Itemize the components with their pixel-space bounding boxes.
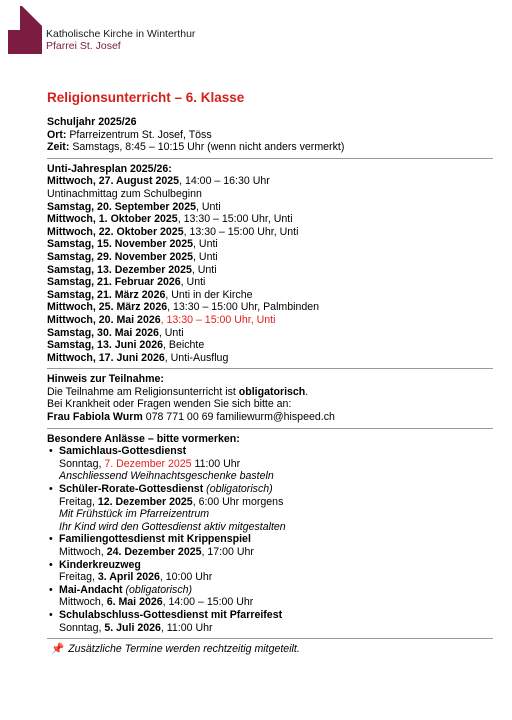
event-when [59, 596, 493, 609]
plan-row [47, 289, 493, 302]
plan-detail-highlighted: , 13:30 – 15:00 Uhr, Unti [160, 313, 276, 326]
plan-date: Samstag, 29. November 2025 [47, 250, 194, 263]
event-day: Freitag, [59, 571, 98, 584]
year-plan-section [47, 163, 493, 365]
event-time: , 17:00 Uhr [201, 546, 254, 558]
event-title-line [59, 483, 493, 496]
event-title-line [59, 584, 493, 597]
divider [47, 638, 493, 639]
participation-text [47, 386, 493, 399]
event-item [59, 609, 493, 634]
document-body [47, 90, 493, 656]
event-date: 12. Dezember 2025 [97, 495, 193, 508]
event-tag: (obligatorisch) [122, 583, 193, 596]
event-time: , 14:00 – 15:00 Uhr [162, 596, 254, 609]
plan-row [47, 201, 493, 214]
plan-date: Samstag, 13. Dezember 2025 [47, 263, 192, 276]
event-title: • Kinderkreuzweg [59, 558, 141, 571]
plan-detail: , Unti [191, 263, 217, 276]
divider [47, 428, 493, 429]
event-date-highlighted: 7. Dezember 2025 [104, 457, 192, 470]
plan-detail: , 13:30 – 15:00 Uhr, Palmbinden [167, 301, 320, 314]
events-heading: Besondere Anlässe – bitte vormerken: [47, 432, 240, 445]
plan-row [47, 175, 493, 188]
place-label: Ort: [47, 128, 67, 141]
plan-row [47, 352, 493, 365]
plan-date: Samstag, 15. November 2025 [47, 238, 194, 251]
event-item [59, 445, 493, 483]
event-time: , 11:00 Uhr [160, 621, 213, 634]
plan-date: Mittwoch, 17. Juni 2026 [47, 351, 165, 364]
page-title: Religionsunterricht – 6. Klasse [47, 90, 245, 105]
event-date: 24. Dezember 2025 [106, 546, 202, 558]
plan-date: Mittwoch, 22. Oktober 2025 [47, 225, 184, 238]
divider [47, 368, 493, 369]
event-day: Mittwoch, [59, 596, 107, 609]
event-day: Mittwoch, [59, 546, 107, 558]
event-title: • Schulabschluss-Gottesdienst mit Pfarreifest [59, 608, 283, 621]
school-year-section [47, 116, 493, 154]
plan-detail: , 13:30 – 15:00 Uhr, Unti [177, 213, 293, 226]
plan-row [47, 301, 493, 314]
event-note: Anschliessend Weihnachtsgeschenke basteln [59, 470, 274, 483]
plan-row [47, 213, 493, 226]
event-date: 6. Mai 2026 [106, 596, 163, 609]
events-section [47, 433, 493, 635]
contact-name: Frau Fabiola Wurm [47, 411, 143, 424]
plan-date: Samstag, 30. Mai 2026 [47, 326, 159, 339]
place-value: Pfarreizentrum St. Josef, Töss [66, 128, 212, 141]
time-label: Zeit: [47, 141, 70, 154]
plan-detail: , Unti [180, 276, 206, 289]
event-time: , 10:00 Uhr [159, 571, 213, 584]
time-value: Samstags, 8:45 – 10:15 Uhr (wenn nicht anders vermerkt) [69, 141, 345, 154]
event-day: Sonntag, [59, 621, 105, 634]
plan-detail: , Unti [193, 250, 218, 263]
plan-detail: , Unti-Ausflug [164, 351, 229, 364]
participation-section [47, 373, 493, 423]
plan-row-subtitle: Untinachmittag zum Schulbeginn [47, 187, 202, 200]
org-line-2: Pfarrei St. Josef [46, 39, 121, 52]
plan-date: Mittwoch, 25. März 2026 [47, 301, 168, 314]
plan-detail: , Beichte [163, 339, 205, 352]
event-note: Ihr Kind wird den Gottesdienst aktiv mitgestalten [59, 520, 286, 533]
event-date: 5. Juli 2026 [104, 621, 161, 634]
contact-details: 078 771 00 69 familiewurm@hispeed.ch [142, 411, 335, 424]
event-item [59, 533, 493, 558]
event-time: 11:00 Uhr [191, 457, 241, 470]
event-day: Sonntag, [59, 457, 105, 470]
event-when [59, 458, 493, 471]
event-date: 3. April 2026 [97, 571, 160, 584]
organization-name [46, 29, 195, 52]
plan-heading: Unti-Jahresplan 2025/26: [47, 162, 172, 175]
parish-logo [8, 6, 42, 54]
plan-detail: , Unti [193, 238, 218, 251]
event-when [59, 571, 493, 584]
obligatory-emphasis: obligatorisch [238, 385, 306, 398]
footer-text: Zusätzliche Termine werden rechtzeitig mitgeteilt. [68, 643, 300, 656]
footer-note [47, 643, 493, 656]
plan-date: Samstag, 21. Februar 2026 [47, 276, 181, 289]
event-tag: (obligatorisch) [203, 483, 273, 496]
participation-text-end: . [305, 385, 309, 398]
event-item [59, 483, 493, 533]
plan-row [47, 238, 493, 251]
event-title: • Samichlaus-Gottesdienst [59, 445, 187, 458]
plan-date: Samstag, 20. September 2025 [47, 200, 196, 213]
time-line [47, 141, 493, 154]
plan-detail: , 14:00 – 16:30 Uhr [179, 175, 270, 188]
events-list [47, 445, 493, 634]
place-line [47, 129, 493, 142]
contact-line [47, 411, 493, 424]
participation-heading: Hinweis zur Teilnahme: [47, 373, 164, 386]
divider [47, 158, 493, 159]
plan-row [47, 314, 493, 327]
plan-date: Mittwoch, 20. Mai 2026 [47, 313, 161, 326]
plan-detail: , Unti in der Kirche [165, 288, 253, 301]
plan-row [47, 276, 493, 289]
plan-row [47, 264, 493, 277]
pin-icon: 📌 [51, 643, 65, 656]
event-time: , 6:00 Uhr morgens [192, 495, 284, 508]
event-title: Schüler-Rorate-Gottesdienst [59, 483, 204, 496]
plan-detail: , Unti [195, 200, 221, 213]
event-item [59, 584, 493, 609]
event-title: Mai-Andacht [59, 583, 123, 596]
plan-detail: , 13:30 – 15:00 Uhr, Unti [183, 225, 299, 238]
participation-text-part: Die Teilnahme am Religionsunterricht ist [47, 385, 239, 398]
plan-date: Samstag, 21. März 2026 [47, 288, 166, 301]
school-year-heading: Schuljahr 2025/26 [47, 116, 137, 128]
plan-date: Mittwoch, 27. August 2025 [47, 175, 180, 188]
event-day: Freitag, [59, 495, 98, 508]
event-title: • Familiengottesdienst mit Krippenspiel [59, 533, 251, 546]
event-when [59, 496, 493, 509]
event-item [59, 559, 493, 584]
plan-row [47, 251, 493, 264]
plan-date: Samstag, 13. Juni 2026 [47, 339, 164, 352]
plan-detail: , Unti [158, 326, 184, 339]
event-when [59, 546, 493, 559]
event-note: Mit Frühstück im Pfarreizentrum [59, 508, 210, 521]
org-line-1: Katholische Kirche in Winterthur [46, 28, 196, 40]
plan-row [47, 339, 493, 352]
plan-row [47, 327, 493, 340]
contact-intro: Bei Krankheit oder Fragen wenden Sie sich bitte an: [47, 398, 292, 411]
plan-row [47, 226, 493, 239]
event-when [59, 622, 493, 635]
plan-date: Mittwoch, 1. Oktober 2025 [47, 213, 178, 226]
